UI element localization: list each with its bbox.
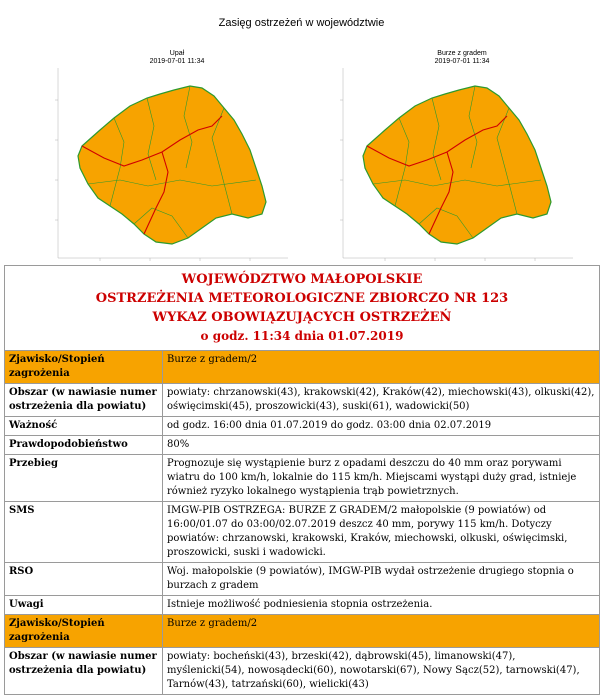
probability-value: 80% bbox=[163, 436, 600, 455]
map-title: Upał bbox=[169, 50, 185, 57]
phenomenon-row bbox=[5, 615, 600, 648]
map-timestamp: 2019-07-01 11:34 bbox=[434, 58, 490, 65]
map-title: Burze z gradem bbox=[437, 50, 487, 57]
rso-label: RSO bbox=[5, 563, 163, 596]
area-label: Obszar (w nawiasie numer ostrzeżenia dla powiatu) bbox=[5, 384, 163, 417]
warnings-table bbox=[4, 265, 600, 695]
phenomenon-row bbox=[5, 351, 600, 384]
area-label: Obszar (w nawiasie numer ostrzeżenia dla powiatu) bbox=[5, 648, 163, 695]
storm-warning-map bbox=[337, 50, 577, 265]
probability-row bbox=[5, 436, 600, 455]
rso-value: Woj. małopolskie (9 powiatów), IMGW-PIB wydał ostrzeżenie drugiego stopnia o burzach z gradem bbox=[163, 563, 600, 596]
course-label: Przebieg bbox=[5, 455, 163, 502]
table-header bbox=[5, 266, 600, 351]
validity-label: Ważność bbox=[5, 417, 163, 436]
notes-value: Istnieje możliwość podniesienia stopnia ostrzeżenia. bbox=[163, 596, 600, 615]
phenomenon-label: Zjawisko/Stopień zagrożenia bbox=[5, 615, 163, 648]
voivodeship-shape bbox=[363, 86, 551, 244]
notes-label: Uwagi bbox=[5, 596, 163, 615]
voivodeship-shape bbox=[78, 86, 266, 244]
phenomenon-label: Zjawisko/Stopień zagrożenia bbox=[5, 351, 163, 384]
sms-value: IMGW-PIB OSTRZEGA: BURZE Z GRADEM/2 małopolskie (9 powiatów) od 16:00/01.07 do 03:00/02.07.2019 deszcz 40 mm, porywy 115 km/h. Dotyczy powiatów: chrzanowski, krakowski, Kraków, miechowski, olkuski, oświęcimski, proszowicki, suski i wadowicki. bbox=[163, 502, 600, 563]
page-title: Zasięg ostrzeżeń w województwie bbox=[218, 17, 385, 29]
sms-row bbox=[5, 502, 600, 563]
heat-warning-map bbox=[52, 50, 292, 265]
area-value: powiaty: chrzanowski(43), krakowski(42), Kraków(42), miechowski(43), olkuski(42), oświęcimski(45), proszowicki(43), suski(61), wadowicki(50) bbox=[163, 384, 600, 417]
header-bulletin: OSTRZEŻENIA METEOROLOGICZNE ZBIORCZO NR 123 bbox=[95, 291, 509, 306]
notes-row bbox=[5, 596, 600, 615]
area-row bbox=[5, 648, 600, 695]
area-row bbox=[5, 384, 600, 417]
course-value: Prognozuje się wystąpienie burz z opadami deszczu do 40 mm oraz porywami wiatru do 100 km/h, lokalnie do 115 km/h. Miejscami wystąpi duży grad, istnieje również ryzyko lokalnego wystąpienia trąb powietrznych. bbox=[163, 455, 600, 502]
header-region: WOJEWÓDZTWO MAŁOPOLSKIE bbox=[181, 272, 423, 287]
map-timestamp: 2019-07-01 11:34 bbox=[149, 58, 205, 65]
region-map-svg bbox=[52, 68, 292, 262]
validity-row bbox=[5, 417, 600, 436]
rso-row bbox=[5, 563, 600, 596]
validity-value: od godz. 16:00 dnia 01.07.2019 do godz. 03:00 dnia 02.07.2019 bbox=[163, 417, 600, 436]
probability-label: Prawdopodobieństwo bbox=[5, 436, 163, 455]
phenomenon-value: Burze z gradem/2 bbox=[163, 615, 600, 648]
course-row bbox=[5, 455, 600, 502]
region-map-svg bbox=[337, 68, 577, 262]
header-list-title: WYKAZ OBOWIĄZUJĄCYCH OSTRZEŻEŃ bbox=[152, 310, 452, 325]
phenomenon-value: Burze z gradem/2 bbox=[163, 351, 600, 384]
header-issue-time: o godz. 11:34 dnia 01.07.2019 bbox=[200, 329, 404, 343]
sms-label: SMS bbox=[5, 502, 163, 563]
area-value: powiaty: bocheński(43), brzeski(42), dąbrowski(45), limanowski(47), myślenicki(54), nowosądecki(60), nowotarski(67), Nowy Sącz(52), tarnowski(47), Tarnów(43), tatrzański(60), wielicki(43) bbox=[163, 648, 600, 695]
